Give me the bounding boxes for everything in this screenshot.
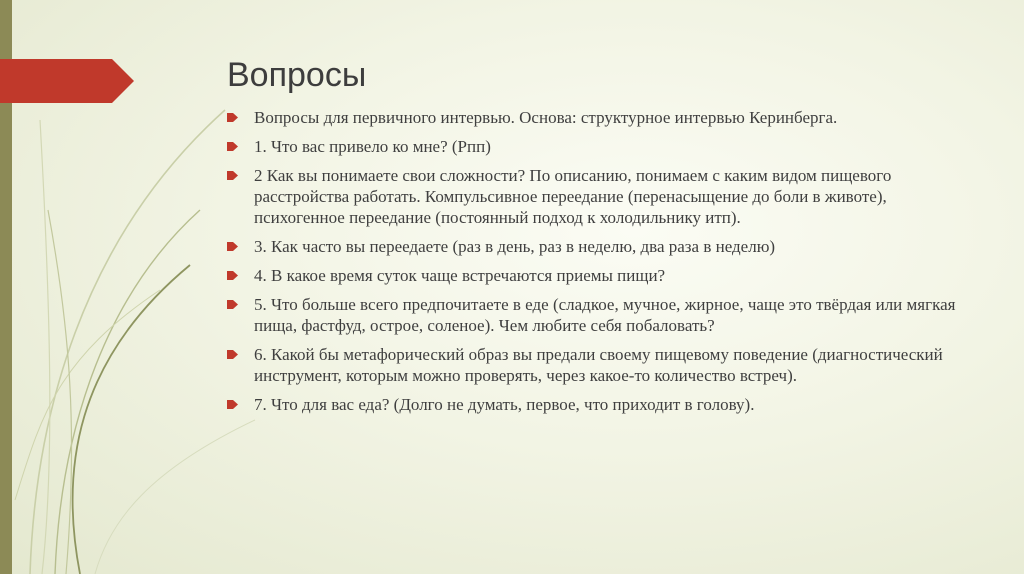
list-item: [225, 265, 965, 286]
list-item-text: 6. Какой бы метафорический образ вы предали своему пищевому поведение (диагностический инструмент, которым можно проверять, через какое-то количество встреч).: [254, 345, 943, 385]
title-accent-flag: [0, 59, 134, 103]
list-item: [225, 294, 965, 336]
list-item-text: 3. Как часто вы переедаете (раз в день, раз в неделю, два раза в неделю): [254, 237, 776, 256]
arrow-right-icon: [227, 142, 238, 151]
arrow-right-icon: [227, 171, 238, 180]
list-item: [225, 394, 965, 415]
list-item-text: Вопросы для первичного интервью. Основа: структурное интервью Керинберга.: [254, 108, 838, 127]
arrow-right-icon: [227, 300, 238, 309]
list-item-text: 2 Как вы понимаете свои сложности? По описанию, понимаем с каким видом пищевого расстройства работать. Компульсивное переедание (перенасыщение до боли в животе), психогенное переедание (постоянный подход к холодильнику итп).: [254, 166, 892, 227]
list-item: [225, 344, 965, 386]
list-item-text: 1. Что вас привело ко мне? (Рпп): [254, 137, 491, 156]
slide-title: Вопросы: [227, 56, 367, 94]
list-item: [225, 236, 965, 257]
arrow-right-icon: [227, 113, 238, 122]
arrow-right-icon: [227, 350, 238, 359]
list-item-text: 7. Что для вас еда? (Долго не думать, первое, что приходит в голову).: [254, 395, 755, 414]
arrow-right-icon: [227, 242, 238, 251]
arrow-right-icon: [227, 400, 238, 409]
list-item-text: 5. Что больше всего предпочитаете в еде (сладкое, мучное, жирное, чаще это твёрдая или мягкая пища, фастфуд, острое, соленое). Чем любите себя побаловать?: [254, 295, 956, 335]
list-item: [225, 107, 965, 128]
bullet-list: [225, 107, 965, 423]
list-item: [225, 136, 965, 157]
list-item: [225, 165, 965, 228]
arrow-right-icon: [227, 271, 238, 280]
list-item-text: 4. В какое время суток чаще встречаются приемы пищи?: [254, 266, 666, 285]
